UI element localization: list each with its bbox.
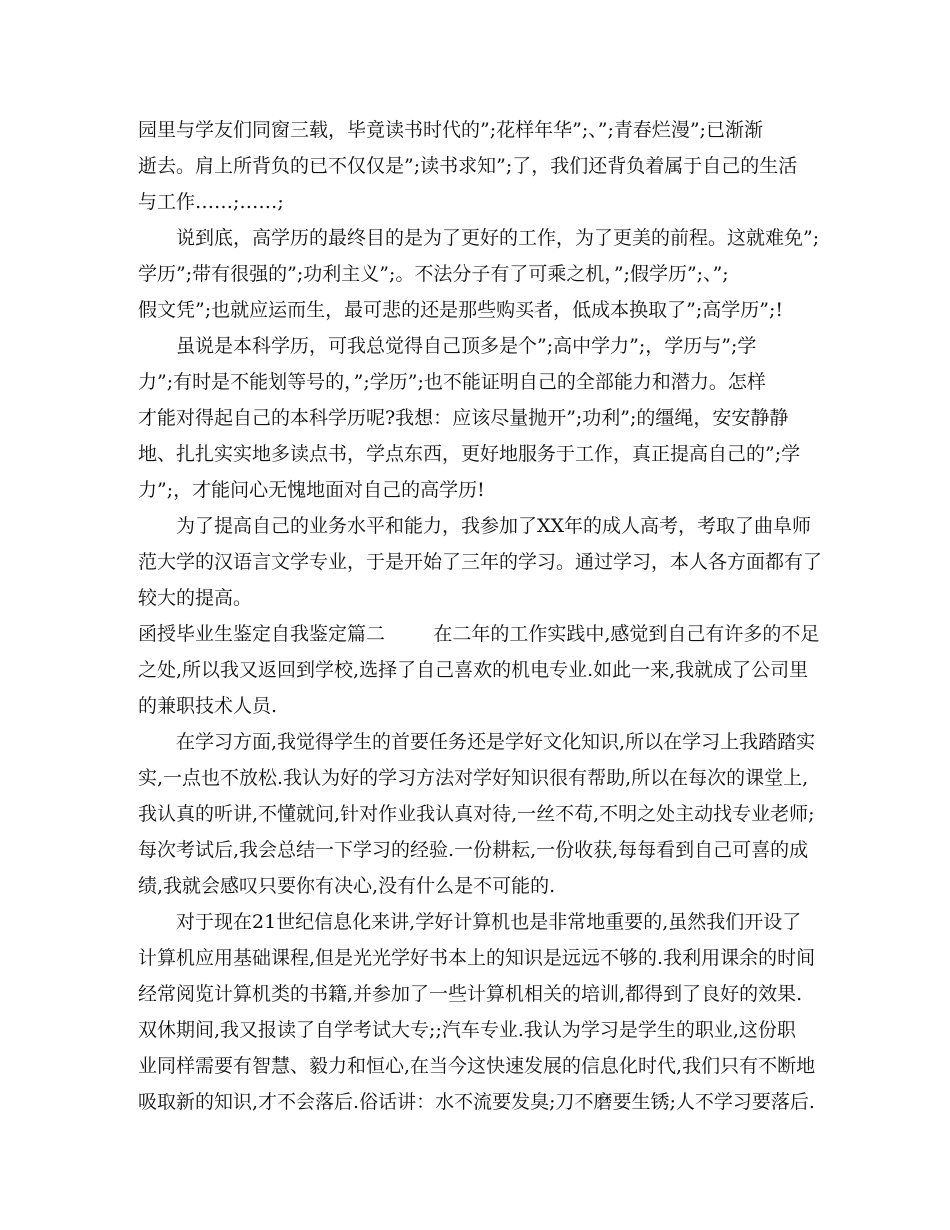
text-line: 每次考试后,我会总结一下学习的经验.一份耕耘,一份收获,每每看到自己可喜的成 <box>138 839 809 861</box>
section-heading-line: 函授毕业生鉴定自我鉴定篇二 在二年的工作实践中,感觉到自己有许多的不足 <box>138 623 820 645</box>
text-line: 才能对得起自己的本科学历呢?我想：应该尽量抛开”;功利”;的缰绳，安安静静 <box>138 407 789 429</box>
paragraph-first-line: 说到底，高学历的最终目的是为了更好的工作，为了更美的前程。这就难免”; <box>176 227 820 249</box>
text-line: 假文凭”;也就应运而生，最可悲的还是那些购买者，低成本换取了”;高学历”;! <box>138 299 783 321</box>
text-line: 地、扎扎实实地多读点书，学点东西，更好地服务于工作，真正提高自己的”;学 <box>138 443 801 465</box>
text-line: 吸取新的知识,才不会落后.俗话讲：水不流要发臭;刀不磨要生锈;人不学习要落后. <box>138 1091 815 1113</box>
text-line: 逝去。肩上所背负的已不仅仅是”;读书求知”;了，我们还背负着属于自己的生活 <box>138 155 798 177</box>
text-line: 范大学的汉语言文学专业，于是开始了三年的学习。通过学习，本人各方面都有了 <box>138 551 823 573</box>
document-body <box>138 112 826 1120</box>
text-line: 较大的提高。 <box>138 587 253 609</box>
paragraph-first-line: 对于现在21世纪信息化来讲,学好计算机也是非常地重要的,虽然我们开设了 <box>176 911 802 933</box>
text-line: 的兼职技术人员. <box>138 695 278 717</box>
text-line: 园里与学友们同窗三载，毕竟读书时代的”;花样年华”;、”;青春烂漫”;已渐渐 <box>138 119 763 141</box>
text-line: 绩,我就会感叹只要你有决心,没有什么是不可能的. <box>138 875 556 897</box>
text-line: 实,一点也不放松.我认为好的学习方法对学好知识很有帮助,所以在每次的课堂上, <box>138 767 809 789</box>
text-line: 我认真的听讲,不懂就问,针对作业我认真对待,一丝不苟,不明之处主动找专业老师; <box>138 803 815 825</box>
text-line: 力”;，才能问心无愧地面对自己的高学历! <box>138 479 485 501</box>
text-line: 与工作……;……; <box>138 191 284 213</box>
text-line: 双休期间,我又报读了自学考试大专;;汽车专业.我认为学习是学生的职业,这份职 <box>138 1019 796 1041</box>
text-line: 业同样需要有智慧、毅力和恒心,在当今这快速发展的信息化时代,我们只有不断地 <box>138 1055 816 1077</box>
paragraph-first-line: 在学习方面,我觉得学生的首要任务还是学好文化知识,所以在学习上我踏踏实 <box>176 731 816 753</box>
text-line: 学历”;带有很强的”;功利主义”;。不法分子有了可乘之机，”;假学历”;、”; <box>138 263 729 285</box>
text-line: 计算机应用基础课程,但是光光学好书本上的知识是远远不够的.我利用课余的时间 <box>138 947 816 969</box>
text-line: 之处,所以我又返回到学校,选择了自己喜欢的机电专业.如此一来,我就成了公司里 <box>138 659 809 681</box>
text-line: 力”;有时是不能划等号的，”;学历”;也不能证明自己的全部能力和潜力。怎样 <box>138 371 766 393</box>
paragraph-first-line: 虽说是本科学历，可我总觉得自己顶多是个”;高中学力”;，学历与”;学 <box>176 335 757 357</box>
paragraph-first-line: 为了提高自己的业务水平和能力，我参加了XX年的成人高考，考取了曲阜师 <box>176 515 812 537</box>
text-line: 经常阅览计算机类的书籍,并参加了一些计算机相关的培训,都得到了良好的效果. <box>138 983 803 1005</box>
